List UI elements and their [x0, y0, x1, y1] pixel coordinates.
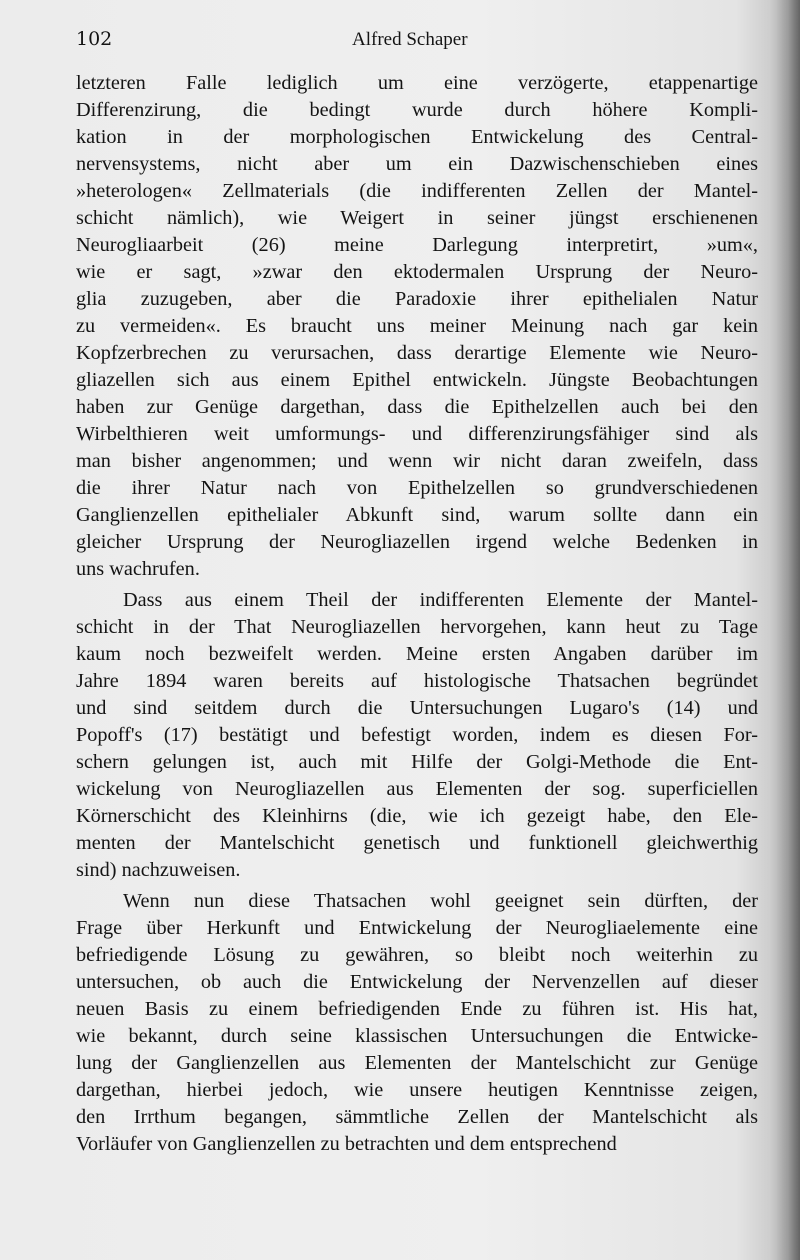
text-line: Differenzirung, die bedingt wurde durch höhere Kompli- — [76, 99, 758, 121]
text-line: zu vermeiden«. Es braucht uns meiner Meinung nach gar kein — [76, 315, 758, 337]
text-line: neuen Basis zu einem befriedigenden Ende zu führen ist. His hat, — [76, 998, 758, 1020]
page-edge-shadow — [770, 0, 800, 1260]
text-line: Frage über Herkunft und Entwickelung der Neurogliaelemente eine — [76, 917, 758, 939]
text-line: kation in der morphologischen Entwickelung des Central- — [76, 126, 758, 148]
text-line: lung der Ganglienzellen aus Elementen der Mantelschicht zur Genüge — [76, 1052, 758, 1074]
text-line: die ihrer Natur nach von Epithelzellen so grundverschiedenen — [76, 477, 758, 499]
text-line: untersuchen, ob auch die Entwickelung der Nervenzellen auf dieser — [76, 971, 758, 993]
text-line: letzteren Falle lediglich um eine verzögerte, etappenartige — [76, 72, 758, 94]
text-line: menten der Mantelschicht genetisch und funktionell gleichwerthig — [76, 832, 758, 854]
text-line: Wirbelthieren weit umformungs- und differenzirungsfähiger sind als — [76, 423, 758, 445]
text-line: schern gelungen ist, auch mit Hilfe der Golgi-Methode die Ent- — [76, 751, 758, 773]
paragraph — [76, 70, 758, 583]
text-line: Jahre 1894 waren bereits auf histologische Thatsachen begründet — [76, 670, 758, 692]
page-number: 102 — [76, 28, 113, 50]
text-line: gliazellen sich aus einem Epithel entwickeln. Jüngste Beobachtungen — [76, 369, 758, 391]
text-line: und sind seitdem durch die Untersuchungen Lugaro's (14) und — [76, 697, 758, 719]
text-line: sind) nachzuweisen. — [76, 859, 241, 881]
text-line: glia zuzugeben, aber die Paradoxie ihrer epithelialen Natur — [76, 288, 758, 310]
text-line: gleicher Ursprung der Neurogliazellen irgend welche Bedenken in — [76, 531, 758, 553]
text-line: schicht nämlich), wie Weigert in seiner jüngst erschienenen — [76, 207, 758, 229]
text-line: nervensystems, nicht aber um ein Dazwischenschieben eines — [76, 153, 758, 175]
text-line: Neurogliaarbeit (26) meine Darlegung interpretirt, »um«, — [76, 234, 758, 256]
text-line: Dass aus einem Theil der indifferenten Elemente der Mantel- — [123, 589, 758, 611]
text-line: wickelung von Neurogliazellen aus Elementen der sog. superficiellen — [76, 778, 758, 800]
text-line: man bisher angenommen; und wenn wir nicht daran zweifeln, dass — [76, 450, 758, 472]
text-line: den Irrthum begangen, sämmtliche Zellen der Mantelschicht als — [76, 1106, 758, 1128]
text-line: schicht in der That Neurogliazellen hervorgehen, kann heut zu Tage — [76, 616, 758, 638]
text-line: dargethan, hierbei jedoch, wie unsere heutigen Kenntnisse zeigen, — [76, 1079, 758, 1101]
text-line: Ganglienzellen epithelialer Abkunft sind, warum sollte dann ein — [76, 504, 758, 526]
page-header — [76, 28, 756, 54]
text-line: Popoff's (17) bestätigt und befestigt worden, indem es diesen For- — [76, 724, 758, 746]
text-line: haben zur Genüge dargethan, dass die Epithelzellen auch bei den — [76, 396, 758, 418]
text-line: wie er sagt, »zwar den ektodermalen Ursprung der Neuro- — [76, 261, 758, 283]
text-line: Kopfzerbrechen zu verursachen, dass derartige Elemente wie Neuro- — [76, 342, 758, 364]
text-line: kaum noch bezweifelt werden. Meine ersten Angaben darüber im — [76, 643, 758, 665]
text-line: Körnerschicht des Kleinhirns (die, wie ich gezeigt habe, den Ele- — [76, 805, 758, 827]
running-head: Alfred Schaper — [352, 29, 468, 50]
text-line: Wenn nun diese Thatsachen wohl geeignet sein dürften, der — [123, 890, 758, 912]
text-line: »heterologen« Zellmaterials (die indifferenten Zellen der Mantel- — [76, 180, 758, 202]
paragraph — [76, 888, 758, 1158]
text-line: Vorläufer von Ganglienzellen zu betrachten und dem entsprechend — [76, 1133, 617, 1155]
text-line: wie bekannt, durch seine klassischen Untersuchungen die Entwicke- — [76, 1025, 758, 1047]
body-text — [76, 70, 758, 1158]
text-line: befriedigende Lösung zu gewähren, so bleibt noch weiterhin zu — [76, 944, 758, 966]
text-line: uns wachrufen. — [76, 558, 200, 580]
paragraph — [76, 587, 758, 884]
